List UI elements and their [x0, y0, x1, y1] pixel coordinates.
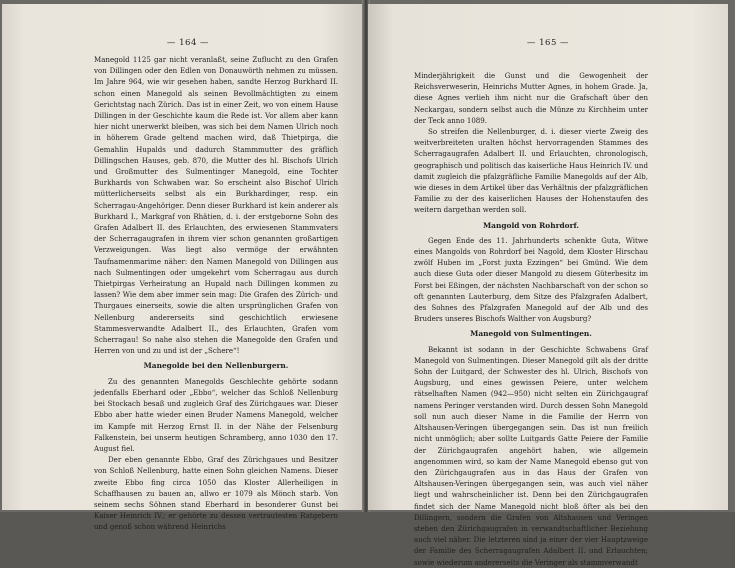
right-paragraph-2: So streifen die Nellenburger, d. i. dieser vierte Zweig des weitverbreiteten uralten höchst hervorragenden Stammes des Scherragaugrafen Adalbert II. und Erlauchten, chronologisch, geographisch und politisch das kaiserliche Haus Heinrich IV. und damit zugleich die pfalzgräfliche Familie Manegolds auf der Alb, wie dieses in dem Artikel über das Verhältnis der pfalzgräflichen Familie zu der des kaiserlichen Hauses der Hohenstaufen des weitern dargethan werden soll.: [414, 127, 648, 215]
right-paragraph-3: Gegen Ende des 11. Jahrhunderts schenkte Guta, Witwe eines Mangolds von Rohrdorf bei Nagold, dem Kloster Hirschau zwölf Huben im „Forst juxta Ezzingen“ bei Gmünd. Wie dem auch diese Guta oder dieser Mangold zu diesem Güterbesitz im Forst bei Eßingen, der nächsten Nachbarschaft von der schon so oft genannten Lauterburg, dem Sitze des Pfalzgrafen Adalbert, des Sohnes des Pfalzgrafen Manegold auf der Alb und des Bruders unseres Bischofs Walther von Augsburg?: [414, 235, 648, 324]
left-paragraph-1: Manegold 1125 gar nicht veranlaßt, seine Zuflucht zu den Grafen von Dillingen oder den Edlen von Donauwörth nehmen zu müssen. Im Jahre 964, wie wir gesehen haben, sandte Herzog Burkhard II. schon einen Manegold als seinen Bevollmächtigten zu einem Gerichtstag nach Zürich. Das ist in einer Zeit, wo von einem Hause Dillingen in der Geschichte kaum die Rede ist. Vor allem aber kann hier nicht unerwerkt bleiben, was sich bei dem Namen Ulrich noch in höherem Grade geltend machen wird, daß Thietpirga, die Gemahlin Hupalds und dadurch Stammmutter des gräflich Dillingschen Hauses, geb. 870, die Mutter des hl. Bischofs Ulrich und Großmutter des Sulmentinger Manegold, eine Tochter Burkhards von Schwaben war. So erscheint also Bischof Ulrich mütterlicherseits selbst als ein Burkhardinger, resp. ein Scherragau-Angehöriger. Denn dieser Burkhard ist kein anderer als Burkhard I., Markgraf von Rhätien, d. i. der erstgeborne Sohn des Grafen Adalbert II. des Erlauchten, des erwiesenen Stammvaters der Scherragaugrafen in ihrem vier schon genannten großartigen Verzweigungen. Was liegt also vermöge der erwähnten Taufnamenmarime näher: den Namen Manegold von Dillingen aus nach Sulmentingen oder umgekehrt vom Scherragau aus durch Thietpirgas Verheiratung an Hupald nach Dillingen kommen zu lassen? Wie dem aber immer sein mag: Die Grafen des Zürich- und Thurgaues einerseits, sowie die alten ursprünglichen Grafen von Nellenburg andererseits sind geschichtlich erwiesene Stammesverwandte Adalbert II., des Erlauchten, Grafen vom Scherragau! So nahe also stehen die Manegolde den Grafen und Herren von und zu und ist der „Schere“!: [94, 55, 338, 356]
right-page-text: [414, 70, 648, 568]
right-paragraph-4: Bekannt ist sodann in der Geschichte Schwabens Graf Manegold von Sulmentingen. Dieser Manegold gilt als der dritte Sohn der Luitgard, der Schwester des hl. Ulrich, Bischofs von Augsburg, und eines gewissen Peiere, unter welchem rätselhaften Namen (942—950) nicht selten ein Zürichgaugraf namens Peringer verstanden wird. Durch dessen Sohn Manegold soll nun auch dieser Name in die Familie der Herrn von Altshausen-Veringen übergegangen sein. Das ist nun freilich nicht unmöglich; aber sollte Luitgards Gatte Peiere der Familie der Zürichgaugrafen angehört haben, wie allgemein angenommen wird, so kam der Name Manegold ebenso gut von den Zürichgaugrafen aus in das Haus der Grafen von Altshausen-Veringen übergegangen sein, was auch viel näher liegt und wahrscheinlicher ist. Denn bei den Zürichgaugrafen findet sich der Name Manegold nicht bloß öfter als bei den Dillingern, sondern die Grafen von Altshausen und Veringen stehen den Zürichgaugrafen in verwandtschaftlicher Beziehung auch viel näher. Die letzteren sind ja einer der vier Hauptzweige der Familie des Scherragaugrafen Adalbert II. und Erlauchten; sowie wiederum andererseits die Veringer als stammverwandt: [414, 344, 648, 567]
page-number-left: — 164 —: [166, 38, 210, 48]
section-heading-rohrdorf: Mangold von Rohrdorf.: [483, 220, 579, 230]
left-paragraph-3: Der eben genannte Ebbo, Graf des Zürichgaues und Besitzer von Schloß Nellenburg, hatte einen Sohn gleichen Namens. Dieser zweite Ebbo fing circa 1050 das Kloster Allerheiligen in Schaffhausen zu bauen an, allwo er 1079 als Mönch starb. Von seinem sechs Söhnen stand Eberhard in besonderer Gunst bei Kaiser Heinrich IV.; er gehörte zu dessen vertrautesten Ratgebern und genoß schon während Heinrichs: [94, 455, 338, 532]
left-page: [2, 4, 364, 532]
right-page: [368, 4, 728, 567]
right-paragraph-1: Minderjährigkeit die Gunst und die Gewogenheit der Reichsverweserin, Heinrichs Mutter Agnes, in hohem Grade. Ja, diese Agnes verlieh ihm nicht nur die Grafschaft über den Neckargau, sondern selbst auch die Münze zu Kirchheim unter der Teck anno 1089.: [414, 71, 648, 125]
section-heading-sulmentingen: Manegold von Sulmentingen.: [470, 329, 592, 339]
left-paragraph-2: Zu des genannten Manegolds Geschlechte gehörte sodann jedenfalls Eberhard oder „Ebbo“, welcher das Schloß Nellenburg bei Stockach besaß und zugleich Graf des Zürichgaues war. Dieser Ebbo aber hatte wieder einen Bruder Namens Manegold, welcher im Kampfe mit Herzog Ernst II. in der Nähe der Felsenburg Falkenstein, bei unserm heutigen Schramberg, anno 1030 den 17. August fiel.: [94, 376, 338, 453]
section-heading-nellenburger: Manegolde bei den Nellenburgern.: [143, 361, 289, 371]
page-number-right: — 165 —: [526, 38, 570, 48]
left-page-text: [94, 54, 338, 533]
